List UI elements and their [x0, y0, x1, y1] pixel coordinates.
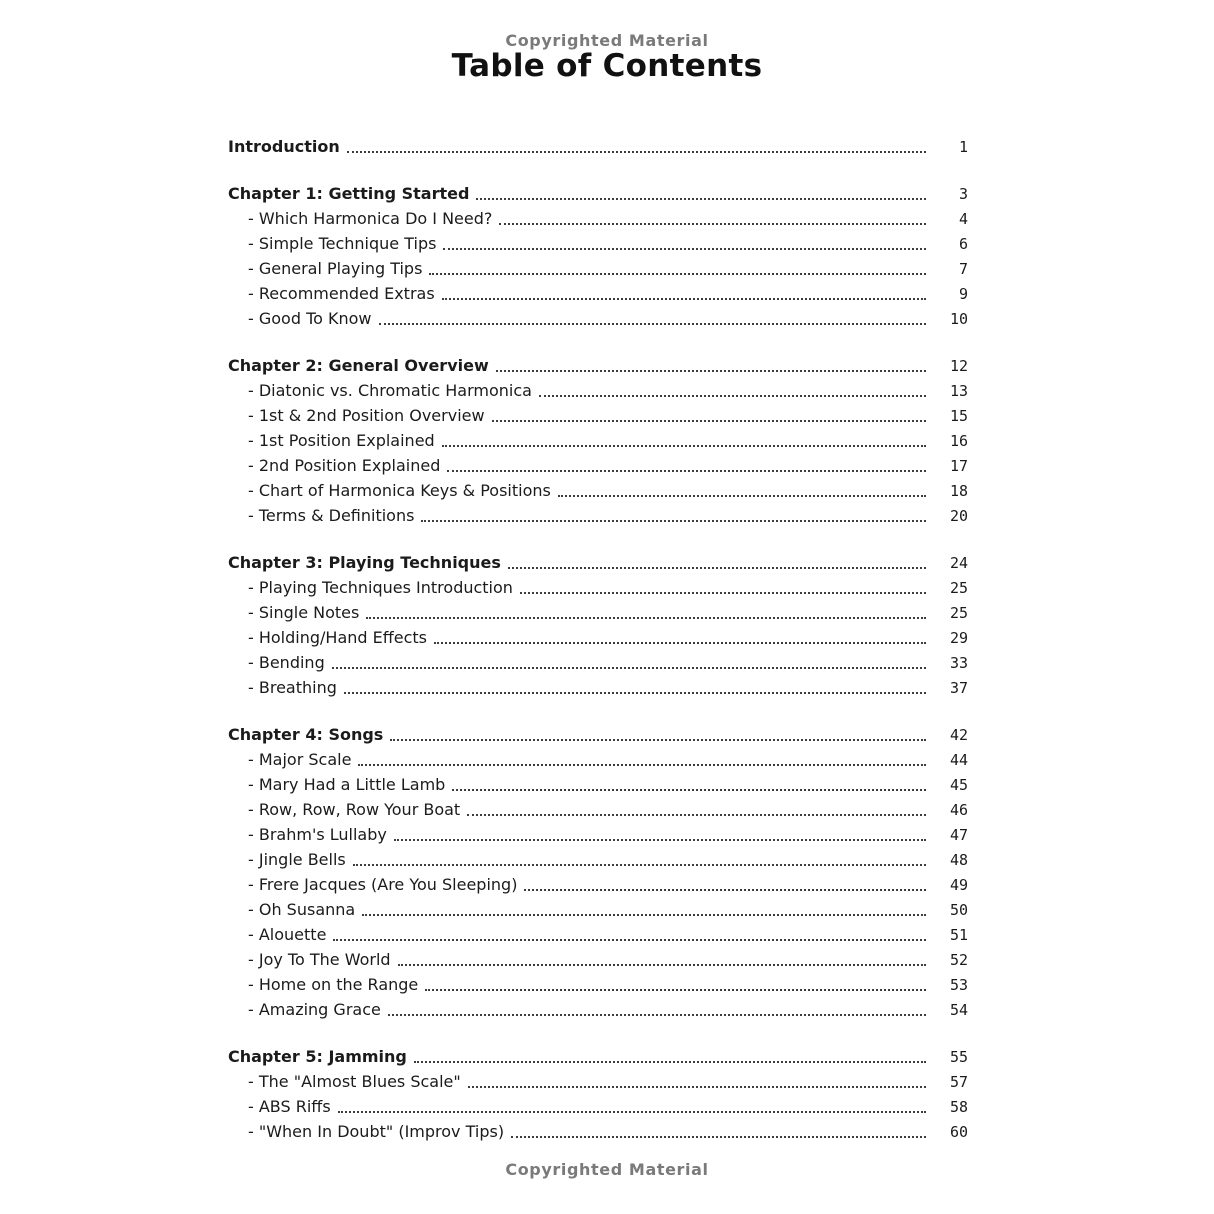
page-number: 29	[949, 629, 968, 647]
toc-entry-label: - Amazing Grace	[248, 1000, 381, 1019]
dot-leader	[467, 797, 926, 816]
dot-leader	[511, 1119, 926, 1138]
toc-entry-label: - Good To Know	[248, 309, 372, 328]
toc-entry-label: - Alouette	[248, 925, 327, 944]
toc-section	[228, 134, 968, 159]
page-number: 20	[949, 507, 968, 525]
dot-leader	[358, 747, 926, 766]
toc-entry-label: Chapter 1: Getting Started	[228, 184, 470, 203]
toc-item-row	[228, 847, 968, 872]
dot-leader	[468, 1069, 926, 1088]
page-number: 12	[949, 357, 968, 375]
dot-leader	[434, 625, 926, 644]
toc-entry-label: - 1st Position Explained	[248, 431, 435, 450]
toc-item-row	[228, 897, 968, 922]
page-number: 51	[949, 926, 968, 944]
page-number: 47	[949, 826, 968, 844]
toc-item-row	[228, 747, 968, 772]
toc-entry-label: - Which Harmonica Do I Need?	[248, 209, 493, 228]
toc-item-row	[228, 428, 968, 453]
dot-leader	[508, 550, 926, 569]
dot-leader	[394, 822, 926, 841]
toc-entry-label: Chapter 2: General Overview	[228, 356, 489, 375]
copyright-notice-top: Copyrighted Material	[505, 31, 709, 50]
dot-leader	[442, 281, 926, 300]
toc-item-row	[228, 575, 968, 600]
toc-item-row	[228, 625, 968, 650]
dot-leader	[344, 675, 926, 694]
page-number: 42	[949, 726, 968, 744]
dot-leader	[353, 847, 926, 866]
dot-leader	[425, 972, 926, 991]
toc-item-row	[228, 997, 968, 1022]
toc-item-row	[228, 872, 968, 897]
page-number: 44	[949, 751, 968, 769]
dot-leader	[496, 353, 926, 372]
toc-entry-label: Chapter 3: Playing Techniques	[228, 553, 501, 572]
toc-chapter-row	[228, 181, 968, 206]
toc-entry-label: - Single Notes	[248, 603, 360, 622]
page-number: 45	[949, 776, 968, 794]
page-number: 1	[958, 138, 968, 156]
toc-item-row	[228, 1069, 968, 1094]
page-number: 13	[949, 382, 968, 400]
toc-item-row	[228, 822, 968, 847]
toc-entry-label: - "When In Doubt" (Improv Tips)	[248, 1122, 505, 1141]
toc-entry-label: - Mary Had a Little Lamb	[248, 775, 446, 794]
toc-item-row	[228, 947, 968, 972]
toc-section	[228, 550, 968, 700]
dot-leader	[520, 575, 926, 594]
dot-leader	[366, 600, 926, 619]
toc-entry-label: - Holding/Hand Effects	[248, 628, 428, 647]
toc-entry-label: - Home on the Range	[248, 975, 419, 994]
toc-item-row	[228, 378, 968, 403]
dot-leader	[429, 256, 926, 275]
page-number: 58	[949, 1098, 968, 1116]
dot-leader	[476, 181, 926, 200]
page-number: 18	[949, 482, 968, 500]
toc-item-row	[228, 1119, 968, 1144]
toc-list	[228, 134, 968, 1144]
toc-item-row	[228, 403, 968, 428]
dot-leader	[379, 306, 926, 325]
toc-entry-label: - General Playing Tips	[248, 259, 423, 278]
toc-item-row	[228, 231, 968, 256]
page-number: 57	[949, 1073, 968, 1091]
toc-section	[228, 722, 968, 1022]
toc-item-row	[228, 1094, 968, 1119]
toc-item-row	[228, 650, 968, 675]
page-number: 50	[949, 901, 968, 919]
dot-leader	[499, 206, 926, 225]
dot-leader	[539, 378, 926, 397]
toc-entry-label: - Bending	[248, 653, 325, 672]
page-number: 52	[949, 951, 968, 969]
toc-item-row	[228, 797, 968, 822]
toc-entry-label: - Terms & Definitions	[248, 506, 415, 525]
toc-chapter-row	[228, 353, 968, 378]
toc-entry-label: - Brahm's Lullaby	[248, 825, 387, 844]
page-title: Table of Contents	[451, 48, 763, 84]
toc-entry-label: - Frere Jacques (Are You Sleeping)	[248, 875, 518, 894]
dot-leader	[362, 897, 926, 916]
toc-chapter-row	[228, 550, 968, 575]
dot-leader	[452, 772, 926, 791]
page-number: 37	[949, 679, 968, 697]
page-number: 15	[949, 407, 968, 425]
dot-leader	[524, 872, 926, 891]
dot-leader	[388, 997, 926, 1016]
toc-item-row	[228, 503, 968, 528]
toc-item-row	[228, 772, 968, 797]
page-number: 55	[949, 1048, 968, 1066]
dot-leader	[332, 650, 926, 669]
page-number: 3	[958, 185, 968, 203]
page-number: 9	[958, 285, 968, 303]
toc-entry-label: - Playing Techniques Introduction	[248, 578, 513, 597]
dot-leader	[347, 134, 926, 153]
dot-leader	[443, 231, 926, 250]
page-number: 46	[949, 801, 968, 819]
toc-entry-label: - 1st & 2nd Position Overview	[248, 406, 485, 425]
page-number: 53	[949, 976, 968, 994]
page-number: 25	[949, 579, 968, 597]
copyright-notice-bottom: Copyrighted Material	[505, 1160, 709, 1179]
toc-item-row	[228, 256, 968, 281]
page-number: 60	[949, 1123, 968, 1141]
toc-entry-label: - Simple Technique Tips	[248, 234, 437, 253]
toc-entry-label: Introduction	[228, 137, 340, 156]
page-number: 17	[949, 457, 968, 475]
toc-entry-label: - Jingle Bells	[248, 850, 346, 869]
toc-entry-label: - Major Scale	[248, 750, 352, 769]
toc-item-row	[228, 478, 968, 503]
toc-item-row	[228, 600, 968, 625]
dot-leader	[414, 1044, 926, 1063]
page-number: 24	[949, 554, 968, 572]
dot-leader	[492, 403, 926, 422]
toc-entry-label: - Diatonic vs. Chromatic Harmonica	[248, 381, 532, 400]
page-number: 6	[958, 235, 968, 253]
dot-leader	[338, 1094, 926, 1113]
toc-chapter-row	[228, 134, 968, 159]
page-number: 7	[958, 260, 968, 278]
toc-entry-label: Chapter 5: Jamming	[228, 1047, 407, 1066]
toc-section	[228, 1044, 968, 1144]
dot-leader	[333, 922, 926, 941]
page-number: 49	[949, 876, 968, 894]
toc-entry-label: Chapter 4: Songs	[228, 725, 384, 744]
toc-item-row	[228, 922, 968, 947]
dot-leader	[447, 453, 926, 472]
toc-entry-label: - Breathing	[248, 678, 337, 697]
page-number: 33	[949, 654, 968, 672]
toc-item-row	[228, 972, 968, 997]
toc-item-row	[228, 675, 968, 700]
toc-item-row	[228, 281, 968, 306]
page-number: 10	[949, 310, 968, 328]
page-number: 54	[949, 1001, 968, 1019]
toc-entry-label: - Recommended Extras	[248, 284, 435, 303]
toc-chapter-row	[228, 722, 968, 747]
dot-leader	[442, 428, 926, 447]
dot-leader	[421, 503, 926, 522]
toc-entry-label: - ABS Riffs	[248, 1097, 331, 1116]
dot-leader	[390, 722, 926, 741]
toc-item-row	[228, 453, 968, 478]
page-number: 48	[949, 851, 968, 869]
dot-leader	[558, 478, 926, 497]
page-number: 4	[958, 210, 968, 228]
toc-entry-label: - Row, Row, Row Your Boat	[248, 800, 461, 819]
page-number: 16	[949, 432, 968, 450]
toc-entry-label: - 2nd Position Explained	[248, 456, 441, 475]
toc-item-row	[228, 306, 968, 331]
toc-section	[228, 353, 968, 528]
toc-entry-label: - Joy To The World	[248, 950, 391, 969]
toc-entry-label: - Chart of Harmonica Keys & Positions	[248, 481, 551, 500]
page-number: 25	[949, 604, 968, 622]
toc-section	[228, 181, 968, 331]
toc-entry-label: - The "Almost Blues Scale"	[248, 1072, 461, 1091]
toc-item-row	[228, 206, 968, 231]
toc-entry-label: - Oh Susanna	[248, 900, 356, 919]
dot-leader	[398, 947, 926, 966]
toc-chapter-row	[228, 1044, 968, 1069]
